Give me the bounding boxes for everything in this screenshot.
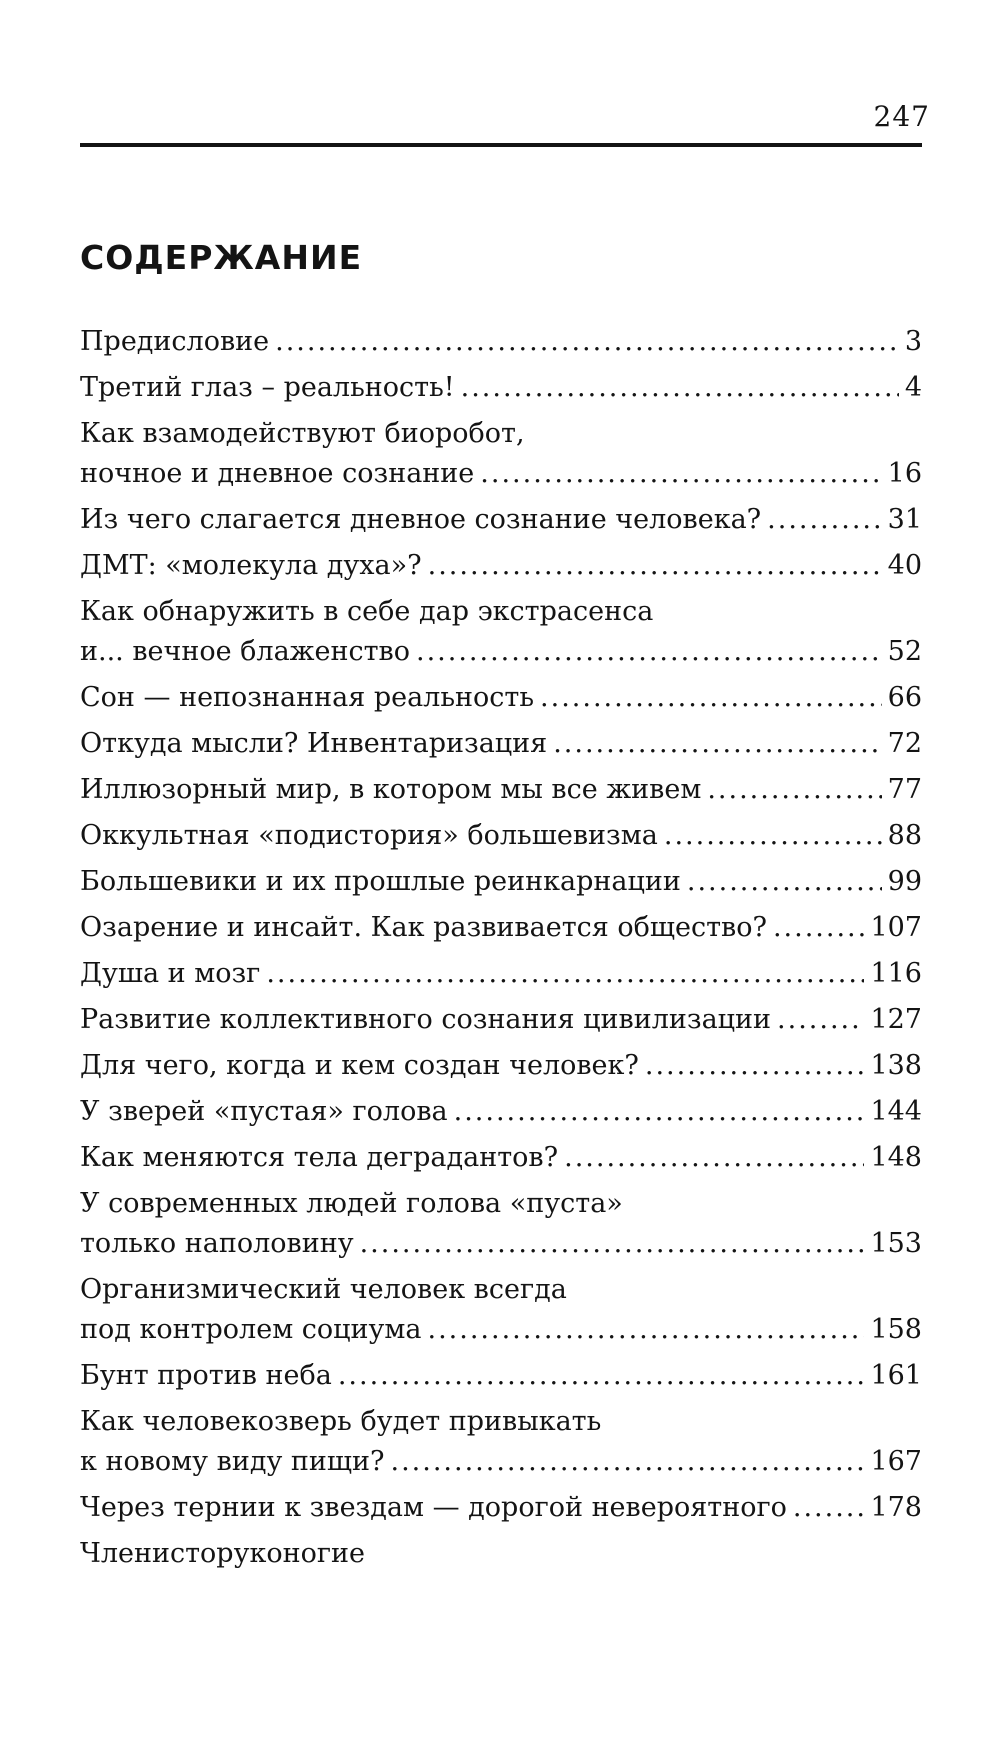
dot-leader bbox=[454, 1092, 865, 1132]
dot-leader bbox=[540, 678, 882, 718]
header-rule bbox=[80, 143, 922, 147]
toc-entry-line bbox=[80, 1000, 922, 1040]
dot-leader bbox=[664, 816, 882, 856]
toc-entry-line bbox=[80, 1310, 922, 1350]
toc-entry-title: под контролем социума bbox=[80, 1314, 422, 1345]
toc-entry-line bbox=[80, 454, 922, 494]
toc-entry-page: 72 bbox=[887, 728, 922, 759]
toc-entry bbox=[80, 1184, 922, 1264]
toc-entry-page: 116 bbox=[870, 958, 922, 989]
toc-entry-page: 178 bbox=[870, 1492, 922, 1523]
toc-entry bbox=[80, 322, 922, 362]
dot-leader bbox=[687, 862, 882, 902]
toc-entry bbox=[80, 1488, 922, 1528]
toc-entry-line bbox=[80, 1402, 922, 1442]
toc-entry-title: и... вечное блаженство bbox=[80, 636, 410, 667]
toc-entry-title: Для чего, когда и кем создан человек? bbox=[80, 1050, 639, 1081]
toc-entry-title: Членисторуконогие bbox=[80, 1538, 365, 1569]
dot-leader bbox=[707, 770, 881, 810]
toc-entry-title: Откуда мысли? Инвентаризация bbox=[80, 728, 548, 759]
toc-entry-line bbox=[80, 1092, 922, 1132]
toc-entry-title: Из чего слагается дневное сознание человека? bbox=[80, 504, 762, 535]
toc-entry-page: 127 bbox=[870, 1004, 922, 1035]
toc-entry-line bbox=[80, 1224, 922, 1264]
toc-entry-line bbox=[80, 546, 922, 586]
toc-entry bbox=[80, 862, 922, 902]
toc-entry bbox=[80, 1000, 922, 1040]
toc-entry-line bbox=[80, 678, 922, 718]
toc-entry-line bbox=[80, 724, 922, 764]
toc-entry bbox=[80, 1402, 922, 1482]
dot-leader bbox=[275, 322, 899, 362]
toc-entry bbox=[80, 954, 922, 994]
toc-entry-page: 4 bbox=[904, 372, 922, 403]
toc-entry-page: 167 bbox=[870, 1446, 922, 1477]
toc-entry-line bbox=[80, 816, 922, 856]
toc-entry-title: Душа и мозг bbox=[80, 958, 261, 989]
toc-entry-page: 40 bbox=[887, 550, 922, 581]
toc-entry-line bbox=[80, 862, 922, 902]
dot-leader bbox=[360, 1224, 865, 1264]
toc-entry bbox=[80, 1092, 922, 1132]
toc-entry-title: ночное и дневное сознание bbox=[80, 458, 475, 489]
toc-entry-title: Большевики и их прошлые реинкарнации bbox=[80, 866, 681, 897]
toc-entry-line bbox=[80, 414, 922, 454]
toc-entry-page: 148 bbox=[870, 1142, 922, 1173]
toc-entry-line bbox=[80, 1488, 922, 1528]
dot-leader bbox=[428, 546, 882, 586]
toc-entry-title: Организмический человек всегда bbox=[80, 1274, 567, 1305]
toc-entry-page: 138 bbox=[870, 1050, 922, 1081]
toc-entry-title: Предисловие bbox=[80, 326, 270, 357]
toc-entry-page: 66 bbox=[887, 682, 922, 713]
toc-entry bbox=[80, 678, 922, 718]
toc-entry-line bbox=[80, 908, 922, 948]
toc-entry-line bbox=[80, 500, 922, 540]
dot-leader bbox=[416, 632, 882, 672]
toc-entry-title: Бунт против неба bbox=[80, 1360, 332, 1391]
toc-entry-title: Как обнаружить в себе дар экстрасенса bbox=[80, 596, 654, 627]
toc-entry-page: 16 bbox=[887, 458, 922, 489]
dot-leader bbox=[767, 500, 881, 540]
toc-entry-title: Сон — непознанная реальность bbox=[80, 682, 535, 713]
toc-entry-title: Как меняются тела деградантов? bbox=[80, 1142, 559, 1173]
toc-entry bbox=[80, 1534, 922, 1574]
dot-leader bbox=[338, 1356, 865, 1396]
toc-entry bbox=[80, 770, 922, 810]
toc-entry-title: Третий глаз – реальность! bbox=[80, 372, 455, 403]
toc-entry-line bbox=[80, 1270, 922, 1310]
toc-entry-title: к новому виду пищи? bbox=[80, 1446, 385, 1477]
toc-entry-title: Через тернии к звездам — дорогой невероятного bbox=[80, 1492, 787, 1523]
toc-entry-title: Озарение и инсайт. Как развивается общество? bbox=[80, 912, 767, 943]
toc-entry-line bbox=[80, 954, 922, 994]
toc-entry bbox=[80, 592, 922, 672]
toc-entry-line bbox=[80, 368, 922, 408]
toc-entry bbox=[80, 1046, 922, 1086]
toc-entry-title: У современных людей голова «пуста» bbox=[80, 1188, 623, 1219]
toc-entry-page: 153 bbox=[870, 1228, 922, 1259]
toc-entry-page: 31 bbox=[887, 504, 922, 535]
toc-entry-line bbox=[80, 592, 922, 632]
toc-title: СОДЕРЖАНИЕ bbox=[80, 238, 363, 277]
dot-leader bbox=[428, 1310, 865, 1350]
toc-entry-page: 99 bbox=[887, 866, 922, 897]
toc-entry-title: Как взамодействуют биоробот, bbox=[80, 418, 525, 449]
toc-entry-page: 107 bbox=[870, 912, 922, 943]
toc-entry-title: Иллюзорный мир, в котором мы все живем bbox=[80, 774, 702, 805]
toc-entry-line bbox=[80, 1356, 922, 1396]
toc-entry-title: ДМТ: «молекула духа»? bbox=[80, 550, 422, 581]
dot-leader bbox=[773, 908, 865, 948]
toc-entry-page: 161 bbox=[870, 1360, 922, 1391]
toc-entry-page: 88 bbox=[887, 820, 922, 851]
toc-entry-line bbox=[80, 1046, 922, 1086]
toc-entry-page: 77 bbox=[887, 774, 922, 805]
toc-entry bbox=[80, 546, 922, 586]
toc-entry-title: У зверей «пустая» голова bbox=[80, 1096, 448, 1127]
toc-entry bbox=[80, 1356, 922, 1396]
toc-entry-line bbox=[80, 322, 922, 362]
toc-entry bbox=[80, 908, 922, 948]
toc-entry-title: Как человекозверь будет привыкать bbox=[80, 1406, 602, 1437]
dot-leader bbox=[645, 1046, 865, 1086]
toc-entry-page: 52 bbox=[887, 636, 922, 667]
toc-entry bbox=[80, 1270, 922, 1350]
toc-entry-page: 144 bbox=[870, 1096, 922, 1127]
dot-leader bbox=[564, 1138, 864, 1178]
toc-entry-page: 158 bbox=[870, 1314, 922, 1345]
dot-leader bbox=[793, 1488, 865, 1528]
toc-entry bbox=[80, 724, 922, 764]
toc-entry-title: Развитие коллективного сознания цивилизации bbox=[80, 1004, 772, 1035]
toc-entry-line bbox=[80, 1184, 922, 1224]
toc-entry-page: 3 bbox=[904, 326, 922, 357]
dot-leader bbox=[777, 1000, 864, 1040]
toc-entry-title: только наполовину bbox=[80, 1228, 354, 1259]
toc-entry bbox=[80, 414, 922, 494]
toc-entry bbox=[80, 500, 922, 540]
dot-leader bbox=[553, 724, 881, 764]
toc-entry-title: Оккультная «подистория» большевизма bbox=[80, 820, 658, 851]
toc-entry-line bbox=[80, 1534, 922, 1574]
toc-entry-line bbox=[80, 1138, 922, 1178]
toc-entry-line bbox=[80, 770, 922, 810]
toc-entry bbox=[80, 368, 922, 408]
page-number: 247 bbox=[873, 100, 930, 133]
toc-entry bbox=[80, 1138, 922, 1178]
dot-leader bbox=[266, 954, 864, 994]
toc-entry-line bbox=[80, 632, 922, 672]
table-of-contents bbox=[80, 322, 922, 1574]
dot-leader bbox=[461, 368, 899, 408]
toc-entry bbox=[80, 816, 922, 856]
dot-leader bbox=[480, 454, 881, 494]
toc-entry-line bbox=[80, 1442, 922, 1482]
dot-leader bbox=[391, 1442, 865, 1482]
